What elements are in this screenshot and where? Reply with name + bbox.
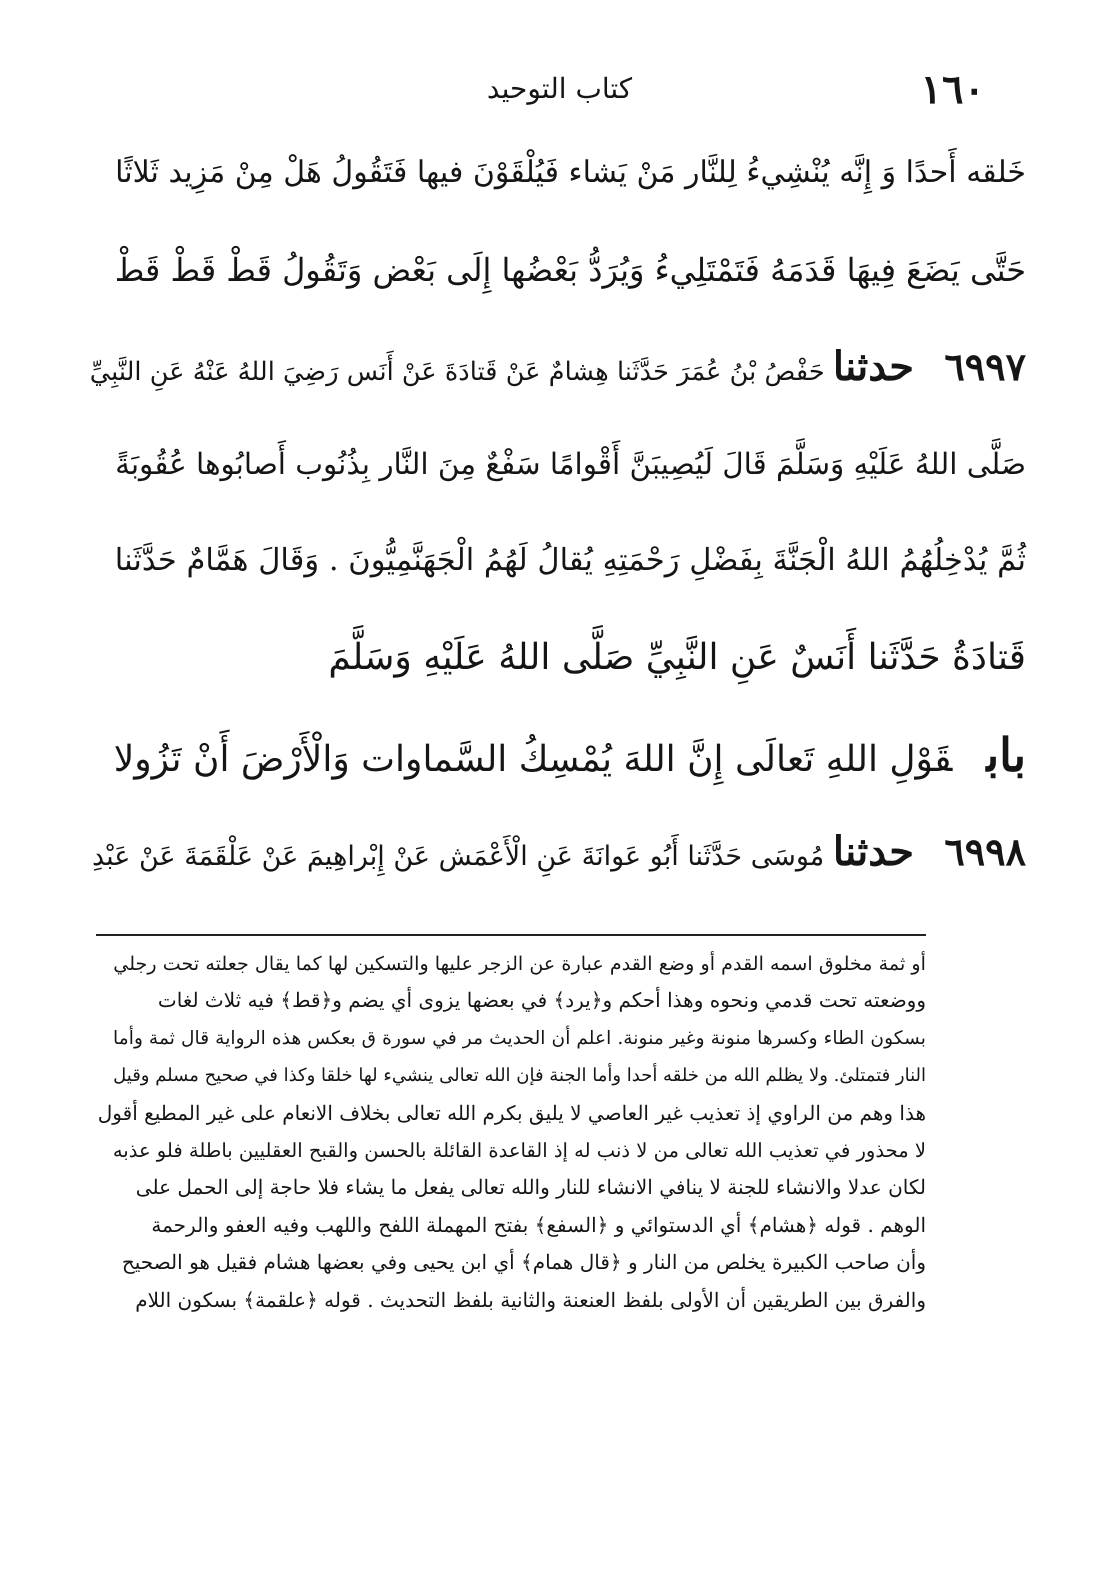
line-text: صَلَّى اللهُ عَلَيْهِ وَسَلَّمَ قَالَ لَيُصِيبَنَّ أَقْوامًا سَفْعٌ مِنَ النَّار بِذُنُوب أَصابُوها عُقُوبَةً <box>115 447 1026 481</box>
hadith-line <box>91 819 1026 916</box>
text-line <box>96 140 1026 237</box>
footnote-line: ووضعته تحت قدمي ونحوه وهذا أحكم و﴿يرد﴾ في بعضها يزوى أي يضم و﴿قط﴾ فيه ثلاث لغات <box>157 988 926 1013</box>
footnote-line: لا محذور في تعذيب الله تعالى من لا ذنب له إذ القاعدة القائلة بالحسن والقبح العقليين باطلة فلو عذبه <box>112 1138 926 1162</box>
line-content: مُوسَى حَدَّثَنا أَبُو عَوانَةَ عَنِ الْأَعْمَش عَنْ إِبْراهِيمَ عَنْ عَلْقَمَةَ عَنْ عَبْدِ <box>91 841 833 872</box>
text-line <box>96 431 1026 528</box>
footnote-line: أو ثمة مخلوق اسمه القدم أو وضع القدم عبارة عن الزجر عليها والتسكين لها كما يقال جعلته تحت رجلي <box>113 952 926 975</box>
page-number: ١٦٠ <box>920 66 985 113</box>
text-line <box>96 237 1026 334</box>
line-text: ثُمَّ يُدْخِلُهُمُ اللهُ الْجَنَّةَ بِفَضْلِ رَحْمَتِهِ يُقالُ لَهُمُ الْجَهَنَّمِيُّونَ . وَقَالَ هَمَّامٌ حَدَّثَنا <box>114 543 1026 578</box>
hadith-keyword: حدثنا <box>832 343 914 390</box>
book-title: كتاب التوحيد <box>486 72 633 105</box>
line-text <box>92 827 914 882</box>
footnote-line: لكان عدلا والانشاء للجنة لا ينافي الانشاء للنار والله تعالى يفعل ما يشاء فلا حاجة إلى الحمل على <box>135 1175 926 1200</box>
line-text <box>90 342 914 397</box>
main-text <box>89 140 1026 916</box>
chapter-heading <box>96 722 1026 819</box>
line-content: حَفْصُ بْنُ عُمَرَ حَدَّثَنا هِشامٌ عَنْ قَتادَةَ عَنْ أَنَس رَضِيَ اللهُ عَنْهُ عَنِ النَّبِيِّ <box>89 357 833 387</box>
line-text: خَلقه أَحدًا وَ إِنَّه يُنْشِيءُ لِلنَّار مَنْ يَشاء فَيُلْقَوْنَ فيها فَتَقُولُ هَلْ مِنْ مَزِيد ثَلاثًا <box>115 155 1026 190</box>
hadith-keyword: حدثنا <box>832 828 914 875</box>
line-text <box>114 730 1026 785</box>
text-line <box>96 528 1026 625</box>
hadith-number: ٦٩٩٧ <box>944 344 1026 389</box>
line-text: قَتادَةُ حَدَّثَنا أَنَسٌ عَنِ النَّبِيِّ صَلَّى اللهُ عَلَيْهِ وَسَلَّمَ <box>328 637 1026 678</box>
footnote-line: الوهم . قوله ﴿هشام﴾ أي الدستوائي و ﴿السفع﴾ بفتح المهملة اللفح واللهب وفيه العفو والرحمة <box>151 1212 926 1237</box>
page-header <box>100 62 1019 122</box>
footnotes <box>96 945 926 1319</box>
hadith-number: ٦٩٩٨ <box>944 829 1026 874</box>
chapter-title: قَوْلِ اللهِ تَعالَى إِنَّ اللهَ يُمْسِكُ السَّماوات وَالْأَرْضَ أَنْ تَزُولا <box>113 739 953 780</box>
line-text: حَتَّى يَضَعَ فِيهَا قَدَمَهُ فَتَمْتَلِيءُ وَيُرَدُّ بَعْضُها إِلَى بَعْض وَتَقُولُ قَطْ قَطْ قَطْ <box>114 251 1026 289</box>
hadith-line <box>89 334 1026 431</box>
footnote-line: بسكون الطاء وكسرها منونة وغير منونة. اعلم أن الحديث مر في سورة ق بعكس هذه الرواية قال ثمة وأما <box>113 1027 926 1049</box>
footnote-line: والفرق بين الطريقين أن الأولى بلفظ العنعنة والثانية بلفظ التحديث . قوله ﴿علقمة﴾ بسكون اللام <box>135 1287 926 1312</box>
footnote-line: وأن صاحب الكبيرة يخلص من النار و ﴿قال همام﴾ أي ابن يحيى وفي بعضها هشام فقيل هو الصحيح <box>121 1250 926 1275</box>
footnote-divider <box>96 934 926 936</box>
footnote-line: هذا وهم من الراوي إذ تعذيب غير العاصي لا يليق بكرم الله تعالى بخلاف الانعام على غير المطيع أقول <box>97 1100 926 1125</box>
footnote-line: النار فتمتلئ. ولا يظلم الله من خلقه أحدا وأما الجنة فإن الله تعالى ينشيء لها خلقا وكذا في صحيح مسلم وقيل <box>113 1065 926 1087</box>
bab-keyword: باب <box>986 728 1026 782</box>
text-line <box>96 625 1026 722</box>
